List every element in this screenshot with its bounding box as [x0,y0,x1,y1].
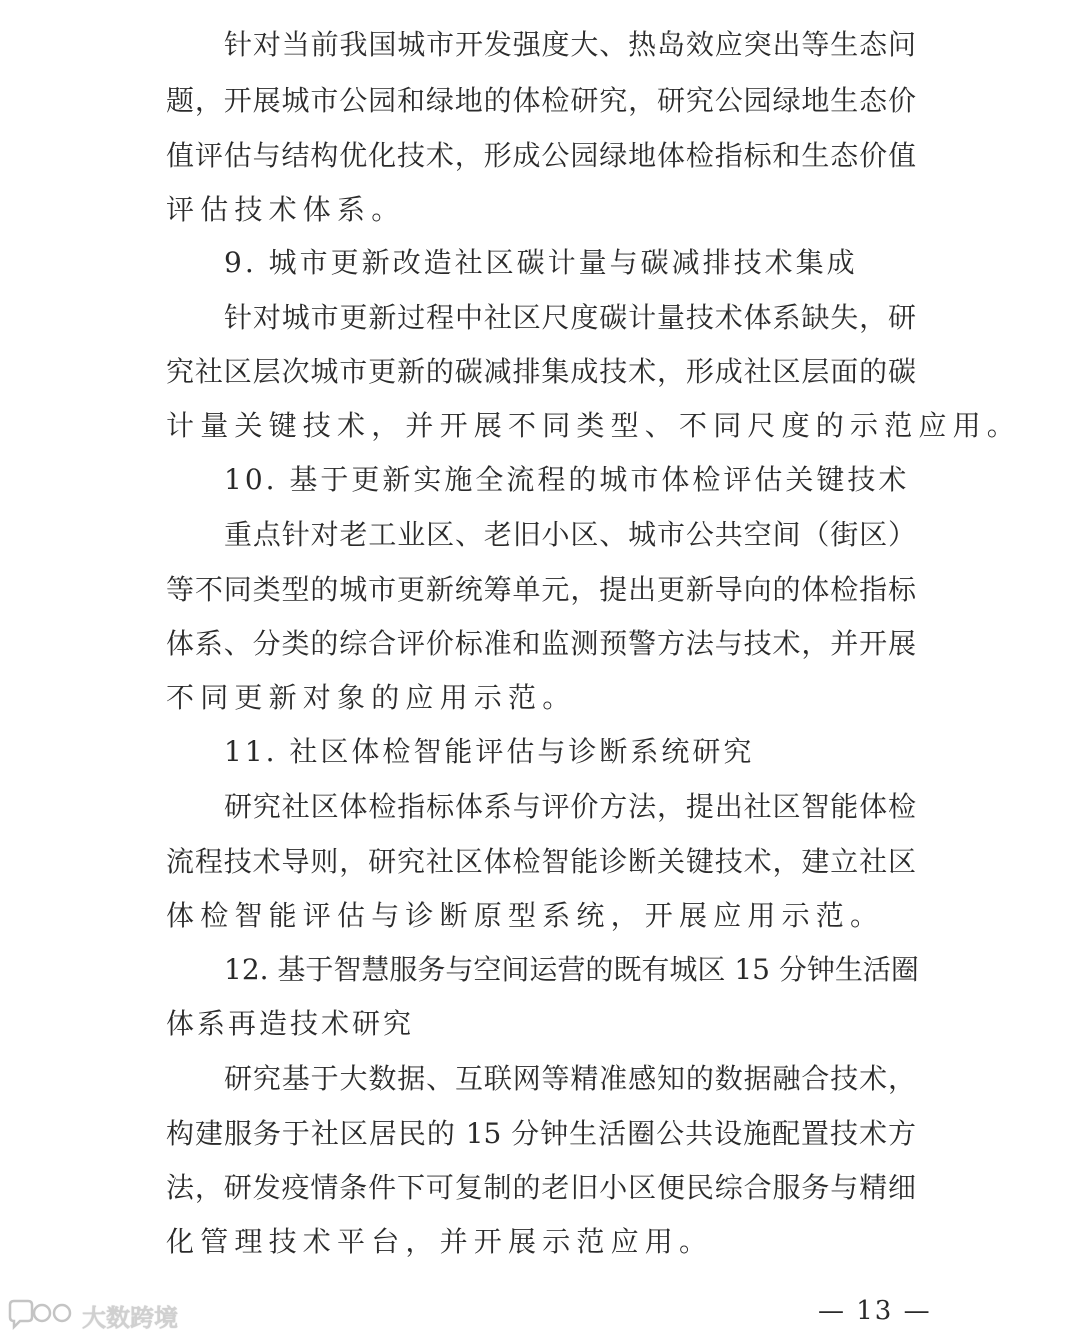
paragraph-line: 值评估与结构优化技术，形成公园绿地体检指标和生态价值 [166,139,916,172]
section-heading: 12. 基于智慧服务与空间运营的既有城区 15 分钟生活圈 [224,953,919,986]
paragraph-line: 评估技术体系。 [166,193,406,226]
paragraph-line: 不同更新对象的应用示范。 [166,681,577,714]
paragraph-line: 构建服务于社区居民的 15 分钟生活圈公共设施配置技术方 [166,1117,916,1150]
section-heading: 11. 社区体检智能评估与诊断系统研究 [224,735,755,768]
paragraph-line: 针对城市更新过程中社区尺度碳计量技术体系缺失，研 [224,301,916,334]
paragraph-line: 体系、分类的综合评价标准和监测预警方法与技术，并开展 [166,627,916,660]
paragraph-line: 究社区层次城市更新的碳减排集成技术，形成社区层面的碳 [166,355,916,388]
section-heading: 9. 城市更新改造社区碳计量与碳减排技术集成 [224,246,858,279]
paragraph-line: 研究社区体检指标体系与评价方法，提出社区智能体检 [224,790,916,823]
paragraph-line: 研究基于大数据、互联网等精准感知的数据融合技术， [224,1062,916,1095]
paragraph-line: 法，研发疫情条件下可复制的老旧小区便民综合服务与精细 [166,1171,916,1204]
paragraph-line: 等不同类型的城市更新统筹单元，提出更新导向的体检指标 [166,573,916,606]
watermark-text: 大数跨境 [82,1304,178,1332]
paragraph-line: 体检智能评估与诊断原型系统，开展应用示范。 [166,899,885,932]
paragraph-line: 化管理技术平台，并开展示范应用。 [166,1225,714,1258]
paragraph-line: 重点针对老工业区、老旧小区、城市公共空间（街区） [224,518,916,551]
paragraph-line: 题，开展城市公园和绿地的体检研究，研究公园绿地生态价 [166,84,916,117]
page-number: — 13 — [818,1296,932,1326]
paragraph-line: 流程技术导则，研究社区体检智能诊断关键技术，建立社区 [166,845,916,878]
section-heading: 10. 基于更新实施全流程的城市体检评估关键技术 [224,463,910,496]
section-heading: 体系再造技术研究 [166,1007,415,1040]
paragraph-line: 计量关键技术，并开展不同类型、不同尺度的示范应用。 [166,409,1022,442]
paragraph-line: 针对当前我国城市开发强度大、热岛效应突出等生态问 [224,28,916,61]
watermark [6,1298,178,1333]
speech-bubble-logo-icon [6,1299,78,1333]
